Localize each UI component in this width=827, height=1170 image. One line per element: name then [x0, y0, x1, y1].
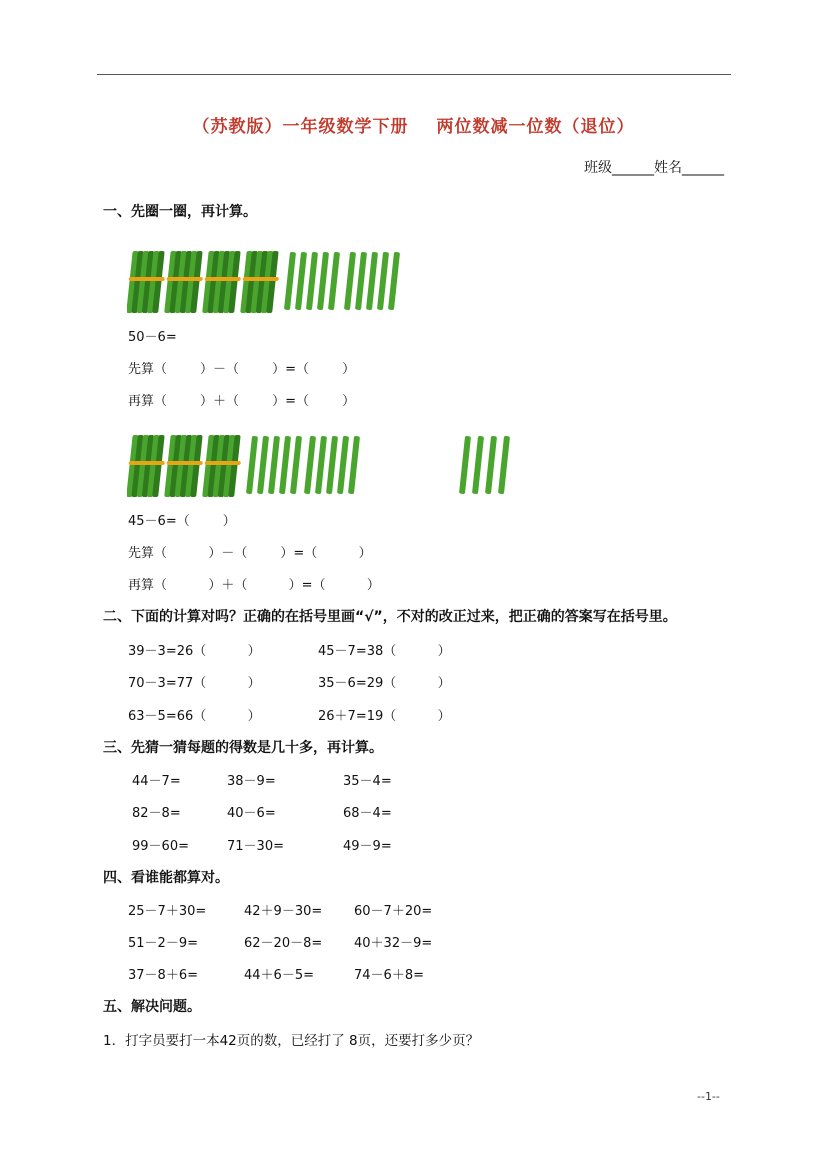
- loose-stick: [257, 436, 269, 494]
- s4-item: 74－6＋8=: [354, 968, 424, 983]
- loose-stick: [279, 436, 291, 494]
- s3-item: 44－7=: [132, 774, 181, 789]
- s2-item: 45－7=38（ ）: [318, 644, 451, 659]
- s4-item: 42＋9－30=: [244, 904, 323, 919]
- loose-stick: [317, 252, 329, 310]
- s4-item: 62－20－8=: [244, 936, 323, 951]
- loose-stick: [268, 436, 280, 494]
- loose-stick: [290, 436, 302, 494]
- loose-stick: [315, 436, 327, 494]
- loose-stick: [377, 252, 389, 310]
- loose-stick: [328, 252, 340, 310]
- s4-item: 40＋32－9=: [354, 936, 433, 951]
- s3-item: 68－4=: [343, 806, 392, 821]
- stick-bundle: [202, 435, 241, 497]
- s3-item: 82－8=: [132, 806, 181, 821]
- stick-bundle: [202, 251, 241, 313]
- loose-stick: [284, 252, 296, 310]
- loose-stick: [459, 436, 471, 494]
- header-rule: [97, 74, 731, 75]
- title-left: （苏教版）一年级数学下册: [192, 117, 409, 137]
- s2-item: 70－3=77（ ）: [128, 676, 261, 691]
- loose-stick: [472, 436, 484, 494]
- loose-stick: [498, 436, 510, 494]
- s2-item: 26＋7=19（ ）: [318, 709, 451, 724]
- loose-stick: [304, 436, 316, 494]
- s2-item: 39－3=26（ ）: [128, 644, 261, 659]
- s3-item: 40－6=: [227, 806, 276, 821]
- s3-item: 38－9=: [227, 774, 276, 789]
- section-2-heading: 二、下面的计算对吗？正确的在括号里画“√”，不对的改正过来，把正确的答案写在括号里。: [103, 609, 677, 625]
- section-4-heading: 四、看谁能都算对。: [103, 870, 229, 886]
- s4-item: 25－7＋30=: [128, 904, 207, 919]
- s3-item: 99－60=: [132, 839, 189, 854]
- loose-stick: [485, 436, 497, 494]
- loose-stick: [348, 436, 360, 494]
- loose-stick: [344, 252, 356, 310]
- s3-item: 71－30=: [227, 839, 284, 854]
- s4-item: 37－8＋6=: [128, 968, 198, 983]
- word-problem-1: 1．打字员要打一本42页的数，已经打了 8页，还要打多少页？: [103, 1033, 480, 1049]
- s3-item: 49－9=: [343, 839, 392, 854]
- s4-item: 44＋6－5=: [244, 968, 314, 983]
- problem-2-step-2: 再算（ ）＋（ ）=（ ）: [128, 578, 380, 593]
- class-name-line: 班级______姓名______: [584, 160, 724, 176]
- stick-bundle: [164, 435, 203, 497]
- loose-stick: [366, 252, 378, 310]
- loose-stick: [246, 436, 258, 494]
- loose-stick: [295, 252, 307, 310]
- problem-1-step-2: 再算（ ）＋（ ）=（ ）: [128, 394, 356, 409]
- section-5-heading: 五、解决问题。: [103, 999, 201, 1015]
- loose-stick: [337, 436, 349, 494]
- page-number: --1--: [697, 1090, 720, 1103]
- stick-bundle: [127, 251, 165, 313]
- stick-bundle: [240, 251, 279, 313]
- s3-item: 35－4=: [343, 774, 392, 789]
- problem-1-equation: 50－6=: [128, 330, 177, 345]
- s4-item: 51－2－9=: [128, 936, 198, 951]
- stick-bundle: [127, 435, 165, 497]
- sticks-figure-1: [127, 248, 417, 316]
- s2-item: 63－5=66（ ）: [128, 709, 261, 724]
- loose-stick: [388, 252, 400, 310]
- loose-stick: [326, 436, 338, 494]
- section-1-heading: 一、先圈一圈，再计算。: [103, 204, 257, 220]
- stick-bundle: [164, 251, 203, 313]
- page-title: [0, 112, 827, 137]
- s4-item: 60－7＋20=: [354, 904, 433, 919]
- problem-2-step-1: 先算（ ）－（ ）=（ ）: [128, 546, 372, 561]
- loose-stick: [306, 252, 318, 310]
- title-right: 两位数减一位数（退位）: [436, 117, 635, 137]
- s2-item: 35－6=29（ ）: [318, 676, 451, 691]
- loose-stick: [355, 252, 367, 310]
- problem-1-step-1: 先算（ ）－（ ）=（ ）: [128, 362, 356, 377]
- sticks-figure-2: [127, 432, 527, 500]
- problem-2-equation: 45－6=（ ）: [128, 514, 236, 529]
- section-3-heading: 三、先猜一猜每题的得数是几十多，再计算。: [103, 740, 383, 756]
